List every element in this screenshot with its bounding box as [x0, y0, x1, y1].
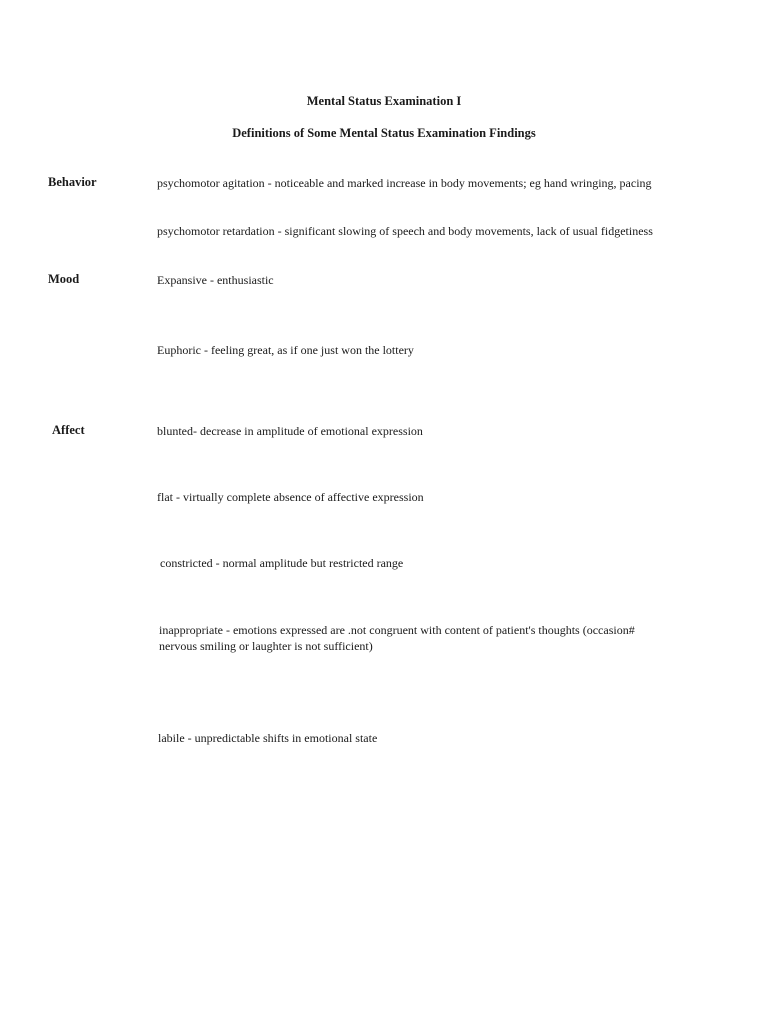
- behavior-item-psychomotor-agitation: psychomotor agitation - noticeable and marked increase in body movements; eg hand wringing, pacing: [157, 176, 652, 190]
- section-label-mood: Mood: [48, 272, 80, 286]
- affect-item-blunted: blunted- decrease in amplitude of emotional expression: [157, 424, 423, 438]
- behavior-item-psychomotor-retardation: psychomotor retardation - significant slowing of speech and body movements, lack of usual fidgetiness: [157, 224, 653, 238]
- document-title: Mental Status Examination I: [306, 94, 462, 108]
- affect-item-flat: flat - virtually complete absence of affective expression: [157, 490, 424, 504]
- mood-item-euphoric: Euphoric - feeling great, as if one just won the lottery: [157, 343, 414, 357]
- affect-item-labile: labile - unpredictable shifts in emotional state: [158, 731, 378, 745]
- mood-item-expansive: Expansive - enthusiastic: [157, 273, 274, 287]
- affect-item-inappropriate: inappropriate - emotions expressed are .not congruent with content of patient's thoughts (occasion# nervous smiling or laughter is not sufficient): [159, 623, 635, 653]
- affect-item-constricted: constricted - normal amplitude but restricted range: [160, 556, 404, 570]
- section-label-affect: Affect: [52, 423, 85, 437]
- section-label-behavior: Behavior: [48, 175, 97, 189]
- document-subtitle: Definitions of Some Mental Status Examination Findings: [232, 126, 536, 140]
